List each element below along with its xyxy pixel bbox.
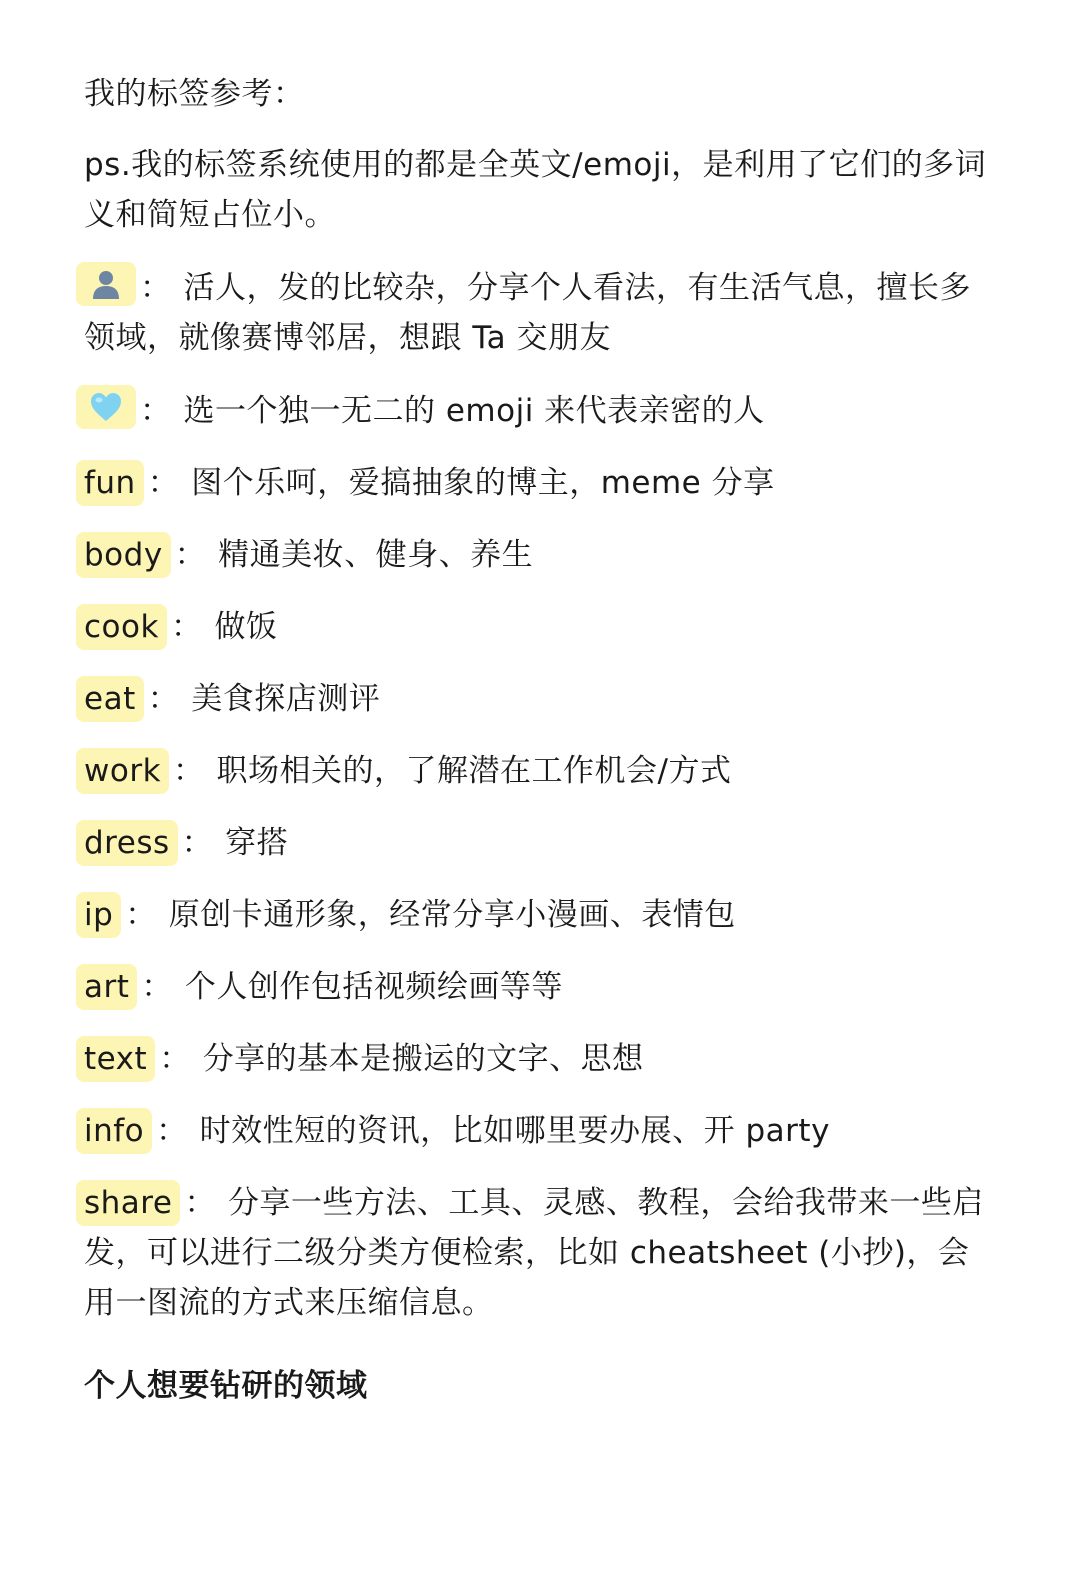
tag-entry-text	[84, 1034, 988, 1084]
tag-entry-share	[84, 1178, 988, 1328]
tag-label: dress	[76, 820, 178, 866]
tag-description: 职场相关的，了解潜在工作机会/方式	[216, 753, 732, 789]
tag-description: 美食探店测评	[191, 681, 381, 717]
tag-description: 图个乐呵，爱搞抽象的博主，meme 分享	[191, 465, 775, 501]
tag-colon: ：	[156, 1113, 188, 1149]
tag-description: 分享一些方法、工具、灵感、教程，会给我带来一些启发，可以进行二级分类方便检索，比如 cheatsheet (小抄)，会用一图流的方式来压缩信息。	[84, 1185, 984, 1321]
tag-label: cook	[76, 604, 167, 650]
tag-label: work	[76, 748, 169, 794]
tag-label: art	[76, 964, 137, 1010]
tag-entry-art	[84, 962, 988, 1012]
tag-description: 活人，发的比较杂，分享个人看法，有生活气息，擅长多领域，就像赛博邻居，想跟 Ta 交朋友	[84, 270, 971, 356]
intro-heading: 我的标签参考：	[84, 76, 305, 112]
tag-entry-heart	[84, 385, 988, 436]
tag-entry-cook	[84, 602, 988, 652]
tag-entry-dress	[84, 818, 988, 868]
person-silhouette-icon	[76, 262, 136, 306]
tag-colon: ：	[184, 1185, 216, 1221]
tag-entry-info	[84, 1106, 988, 1156]
tag-label: ip	[76, 892, 121, 938]
tag-description: 时效性短的资讯，比如哪里要办展、开 party	[199, 1113, 830, 1149]
tag-entry-fun	[84, 458, 988, 508]
tag-colon: ：	[147, 681, 180, 717]
tag-label: info	[76, 1108, 152, 1154]
tag-entry-work	[84, 746, 988, 796]
tag-colon: ：	[170, 609, 203, 645]
tag-label: fun	[76, 460, 144, 506]
section-title: 个人想要钻研的领域	[84, 1368, 368, 1404]
tag-colon: ：	[141, 969, 173, 1005]
tag-description: 选一个独一无二的 emoji 来代表亲密的人	[183, 393, 765, 429]
tag-description: 做饭	[214, 609, 278, 645]
tag-description: 个人创作包括视频绘画等等	[184, 969, 563, 1005]
tag-colon: ：	[181, 825, 214, 861]
tag-colon: ：	[147, 465, 180, 501]
tag-colon: ：	[140, 393, 172, 429]
tag-description: 穿搭	[225, 825, 289, 861]
tag-description: 分享的基本是搬运的文字、思想	[202, 1041, 644, 1077]
tag-label: share	[76, 1180, 180, 1226]
tag-list	[84, 262, 988, 1328]
system-note: ps.我的标签系统使用的都是全英文/emoji，是利用了它们的多词义和简短占位小。	[84, 147, 987, 233]
tag-description: 原创卡通形象，经常分享小漫画、表情包	[168, 897, 736, 933]
tag-label: eat	[76, 676, 144, 722]
tag-description: 精通美妆、健身、养生	[218, 537, 534, 573]
tag-entry-person	[84, 262, 988, 363]
tag-colon: ：	[125, 897, 157, 933]
tag-entry-body	[84, 530, 988, 580]
tag-label: body	[76, 532, 171, 578]
tag-label: text	[76, 1036, 155, 1082]
tag-colon: ：	[159, 1041, 191, 1077]
tag-entry-ip	[84, 890, 988, 940]
tag-colon: ：	[173, 753, 205, 789]
light-blue-heart-icon	[76, 385, 136, 429]
tag-colon: ：	[140, 270, 172, 306]
tag-colon: ：	[174, 537, 207, 573]
tag-entry-eat	[84, 674, 988, 724]
